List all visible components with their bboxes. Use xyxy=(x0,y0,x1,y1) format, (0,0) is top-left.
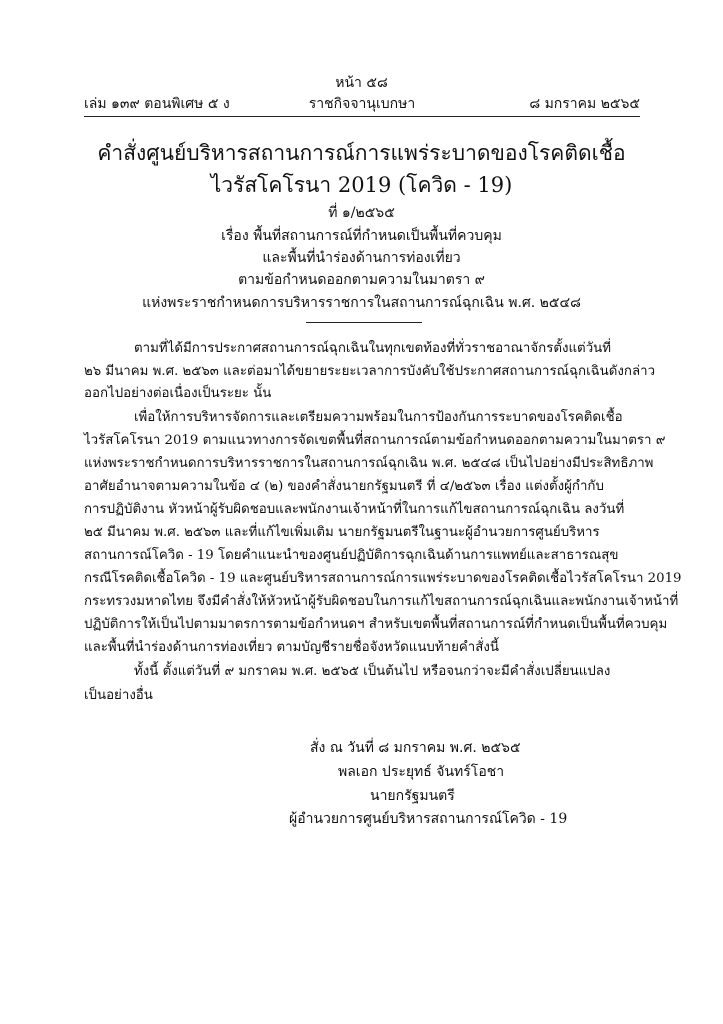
body-line: และพื้นที่นำร่องด้านการท่องเที่ยว ตามบัญชีรายชื่อจังหวัดแนบท้ายคำสั่งนี้ xyxy=(84,640,499,655)
page-number: หน้า ๕๘ xyxy=(335,75,388,91)
order-subject-line4: แห่งพระราชกำหนดการบริหารราชการในสถานการณ์ฉุกเฉิน พ.ศ. ๒๕๔๘ xyxy=(142,295,581,311)
signature-date: สั่ง ณ วันที่ ๘ มกราคม พ.ศ. ๒๕๖๕ xyxy=(310,740,521,756)
body-line: อาศัยอำนาจตามความในข้อ ๔ (๒) ของคำสั่งนายกรัฐมนตรี ที่ ๔/๒๕๖๓ เรื่อง แต่งตั้งผู้กำกับ xyxy=(84,479,604,494)
signatory-position: นายกรัฐมนตรี xyxy=(370,788,455,804)
body-line: สถานการณ์โควิด - 19 โดยคำแนะนำของศูนย์ปฏิบัติการฉุกเฉินด้านการแพทย์และสาธารณสุข xyxy=(84,548,619,563)
volume-info: เล่ม ๑๓๙ ตอนพิเศษ ๕ ง xyxy=(84,96,230,112)
signatory-name: พลเอก ประยุทธ์ จันทร์โอชา xyxy=(338,764,505,780)
body-line: กระทรวงมหาดไทย จึงมีคำสั่งให้หัวหน้าผู้รับผิดชอบในการแก้ไขสถานการณ์ฉุกเฉินและพนักงานเจ้าหน้าที่ xyxy=(84,594,679,609)
order-subject-line3: ตามข้อกำหนดออกตามความในมาตรา ๙ xyxy=(238,272,485,288)
gazette-name: ราชกิจจานุเบกษา xyxy=(308,96,416,112)
body-line: ๒๖ มีนาคม พ.ศ. ๒๕๖๓ และต่อมาได้ขยายระยะเวลาการบังคับใช้ประกาศสถานการณ์ฉุกเฉินดังกล่าว xyxy=(84,364,656,379)
document-title: คำสั่งศูนย์บริหารสถานการณ์การแพร่ระบาดของโรคติดเชื้อ xyxy=(97,141,626,165)
gazette-date: ๘ มกราคม ๒๕๖๕ xyxy=(529,96,640,112)
title-divider xyxy=(306,322,422,323)
body-line: ๒๕ มีนาคม พ.ศ. ๒๕๖๓ และที่แก้ไขเพิ่มเติม นายกรัฐมนตรีในฐานะผู้อำนวยการศูนย์บริหาร xyxy=(84,525,600,540)
body-line: เพื่อให้การบริหารจัดการและเตรียมความพร้อมในการป้องกันการระบาดของโรคติดเชื้อ xyxy=(134,410,623,425)
order-number: ที่ ๑/๒๕๖๕ xyxy=(328,205,395,221)
body-line: กรณีโรคติดเชื้อโควิด - 19 และศูนย์บริหารสถานการณ์การแพร่ระบาดของโรคติดเชื้อไวรัสโคโรนา 2019 xyxy=(84,571,682,586)
gazette-header xyxy=(84,93,640,113)
body-line: ตามที่ได้มีการประกาศสถานการณ์ฉุกเฉินในทุกเขตท้องที่ทั่วราชอาณาจักรตั้งแต่วันที่ xyxy=(134,341,612,356)
header-divider xyxy=(84,116,640,117)
body-line: การปฏิบัติงาน หัวหน้าผู้รับผิดชอบและพนักงานเจ้าหน้าที่ในการแก้ไขสถานการณ์ฉุกเฉิน ลงวันที่ xyxy=(84,502,625,517)
body-line: ไวรัสโคโรนา 2019 ตามแนวทางการจัดเขตพื้นที่สถานการณ์ตามข้อกำหนดออกตามความในมาตรา ๙ xyxy=(84,433,666,448)
body-line: ปฏิบัติการให้เป็นไปตามมาตรการตามข้อกำหนดฯ สำหรับเขตพื้นที่สถานการณ์ที่กำหนดเป็นพื้นที่ควบคุม xyxy=(84,617,668,632)
body-line: แห่งพระราชกำหนดการบริหารราชการในสถานการณ์ฉุกเฉิน พ.ศ. ๒๕๔๘ เป็นไปอย่างมีประสิทธิภาพ xyxy=(84,456,654,471)
body-line: เป็นอย่างอื่น xyxy=(84,688,153,703)
order-subject-line2: และพื้นที่นำร่องด้านการท่องเที่ยว xyxy=(262,250,461,266)
body-line: ออกไปอย่างต่อเนื่องเป็นระยะ นั้น xyxy=(84,386,272,401)
body-line: ทั้งนี้ ตั้งแต่วันที่ ๙ มกราคม พ.ศ. ๒๕๖๕ เป็นต้นไป หรือจนกว่าจะมีคำสั่งเปลี่ยนแปลง xyxy=(134,664,611,679)
signatory-position-2: ผู้อำนวยการศูนย์บริหารสถานการณ์โควิด - 19 xyxy=(289,811,568,827)
order-subject: เรื่อง พื้นที่สถานการณ์ที่กำหนดเป็นพื้นที่ควบคุม xyxy=(221,228,502,244)
document-title-line2: ไวรัสโคโรนา 2019 (โควิด - 19) xyxy=(210,173,513,197)
